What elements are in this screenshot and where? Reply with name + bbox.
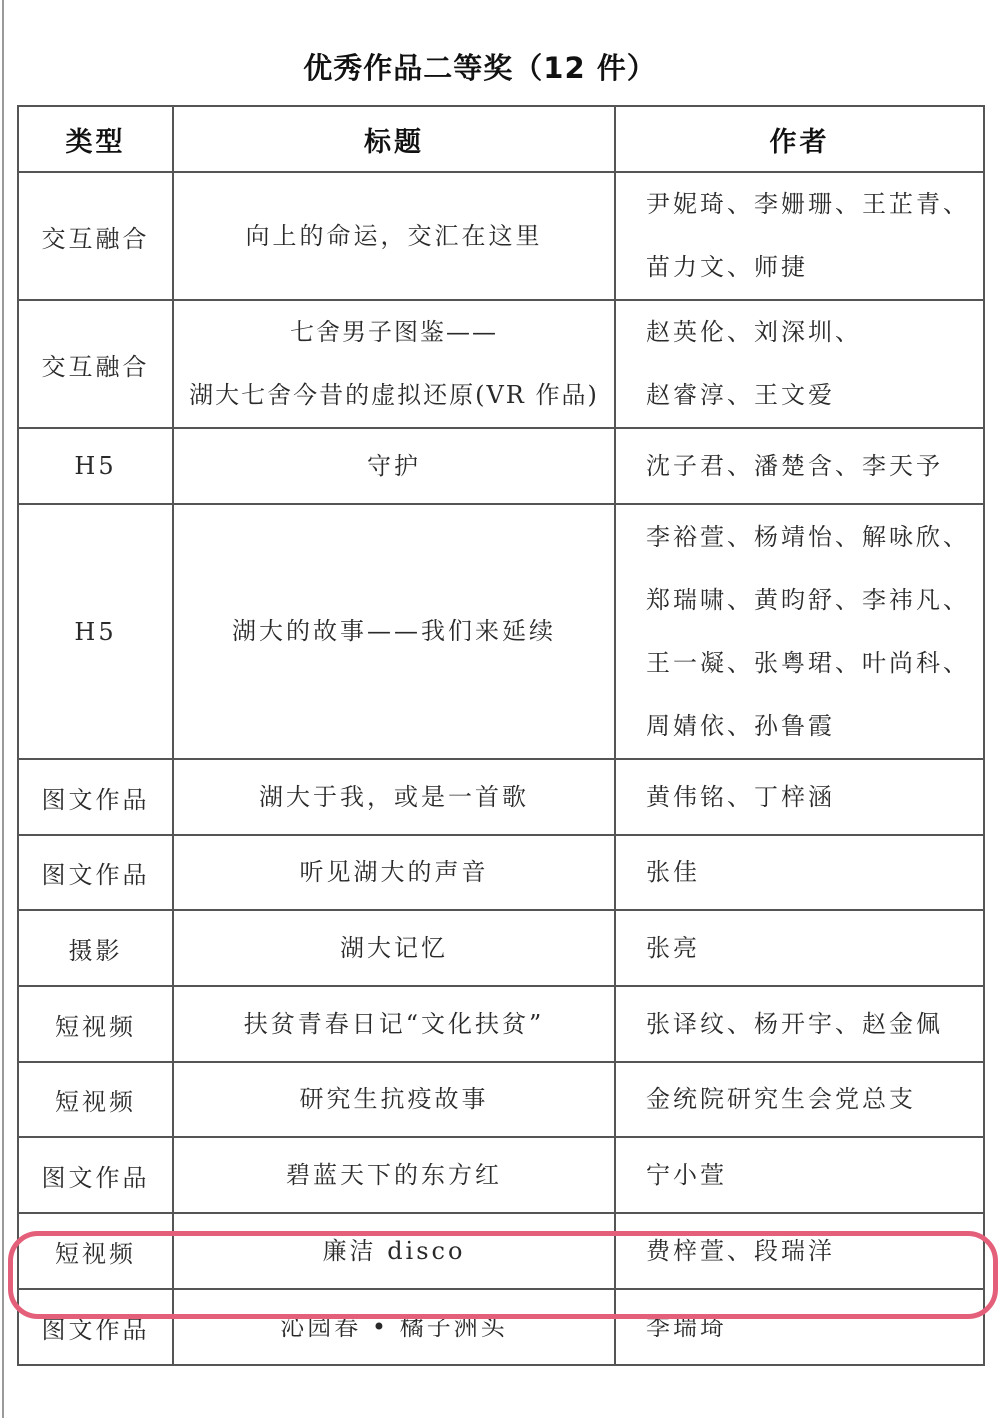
- author-line: 费梓萱、段瑞洋: [646, 1236, 835, 1265]
- author-line: 赵睿淳、王文爱: [646, 381, 835, 409]
- table-header-row: [18, 106, 984, 172]
- cell-authors: [615, 910, 984, 986]
- table-row: [18, 910, 984, 986]
- table-row: [18, 1062, 984, 1137]
- cell-title: [173, 986, 615, 1062]
- cell-title: [173, 300, 615, 428]
- cell-type: 图文作品: [18, 835, 173, 910]
- author-line: 黄伟铭、丁梓涵: [646, 782, 835, 811]
- cell-title: [173, 835, 615, 910]
- author-line: 尹妮琦、李姗珊、王芷青、: [646, 190, 970, 218]
- cell-title: [173, 172, 615, 300]
- author-line: 周婧依、孙鲁霞: [646, 711, 835, 740]
- title-line: 湖大记忆: [340, 933, 448, 962]
- cell-type: 短视频: [18, 1062, 173, 1137]
- author-line: 宁小萱: [646, 1160, 727, 1189]
- cell-authors: [615, 986, 984, 1062]
- author-line: 赵英伦、刘深圳、: [646, 318, 862, 346]
- table-row: [18, 300, 984, 428]
- cell-type: 图文作品: [18, 1289, 173, 1365]
- awards-table: [17, 105, 985, 1366]
- table-row: [18, 428, 984, 504]
- title-line: 研究生抗疫故事: [299, 1085, 489, 1113]
- title-line: 扶贫青春日记“文化扶贫”: [243, 1009, 545, 1038]
- cell-type: 交互融合: [18, 172, 173, 300]
- author-line: 郑瑞啸、黄昀舒、李祎凡、: [646, 585, 970, 614]
- table-row: [18, 504, 984, 759]
- author-line: 苗力文、师捷: [646, 253, 808, 281]
- cell-title: [173, 910, 615, 986]
- cell-title: [173, 1062, 615, 1137]
- title-line: 廉洁 disco: [322, 1236, 466, 1265]
- page-edge: [2, 0, 4, 1418]
- header-type: 类型: [18, 106, 173, 172]
- cell-authors: [615, 1062, 984, 1137]
- cell-type: 图文作品: [18, 1137, 173, 1213]
- table-row: [18, 172, 984, 300]
- cell-type: 短视频: [18, 986, 173, 1062]
- title-line: 向上的命运，交汇在这里: [245, 221, 543, 250]
- cell-authors: [615, 835, 984, 910]
- cell-type: H5: [18, 504, 173, 759]
- cell-authors: [615, 759, 984, 835]
- cell-title: [173, 759, 615, 835]
- table-row: [18, 759, 984, 835]
- cell-type: 图文作品: [18, 759, 173, 835]
- author-line: 李瑞琦: [646, 1312, 727, 1341]
- header-title: 标题: [173, 106, 615, 172]
- cell-type: 摄影: [18, 910, 173, 986]
- cell-authors: [615, 1137, 984, 1213]
- author-line: 张亮: [646, 933, 700, 962]
- title-line: 湖大七舍今昔的虚拟还原(VR 作品): [189, 381, 599, 409]
- cell-title: [173, 504, 615, 759]
- author-line: 金统院研究生会党总支: [646, 1085, 916, 1113]
- cell-authors: [615, 172, 984, 300]
- title-line: 听见湖大的声音: [299, 858, 489, 886]
- title-line: 七舍男子图鉴——: [290, 318, 498, 346]
- table-row: [18, 835, 984, 910]
- cell-title: [173, 428, 615, 504]
- author-line: 王一凝、张粤珺、叶尚科、: [646, 648, 970, 677]
- author-line: 李裕萱、杨靖怡、解咏欣、: [646, 522, 970, 551]
- title-line: 湖大于我，或是一首歌: [259, 782, 529, 811]
- page-title: 优秀作品二等奖（12 件）: [303, 51, 657, 85]
- title-line: 沁园春 • 橘子洲头: [280, 1312, 508, 1341]
- cell-authors: [615, 428, 984, 504]
- title-line: 守护: [367, 451, 421, 480]
- highlight-outline: [8, 1231, 998, 1319]
- author-line: 张译纹、杨开宇、赵金佩: [646, 1009, 943, 1038]
- header-authors: 作者: [615, 106, 984, 172]
- cell-title: [173, 1137, 615, 1213]
- cell-authors: [615, 300, 984, 428]
- table-row: [18, 986, 984, 1062]
- cell-authors: [615, 504, 984, 759]
- title-line: 碧蓝天下的东方红: [286, 1160, 502, 1189]
- cell-type: 交互融合: [18, 300, 173, 428]
- title-line: 湖大的故事——我们来延续: [232, 617, 556, 645]
- cell-type: 短视频: [18, 1213, 173, 1289]
- author-line: 张佳: [646, 858, 700, 886]
- cell-type: H5: [18, 428, 173, 504]
- table-row: [18, 1137, 984, 1213]
- author-line: 沈子君、潘楚含、李天予: [646, 451, 943, 480]
